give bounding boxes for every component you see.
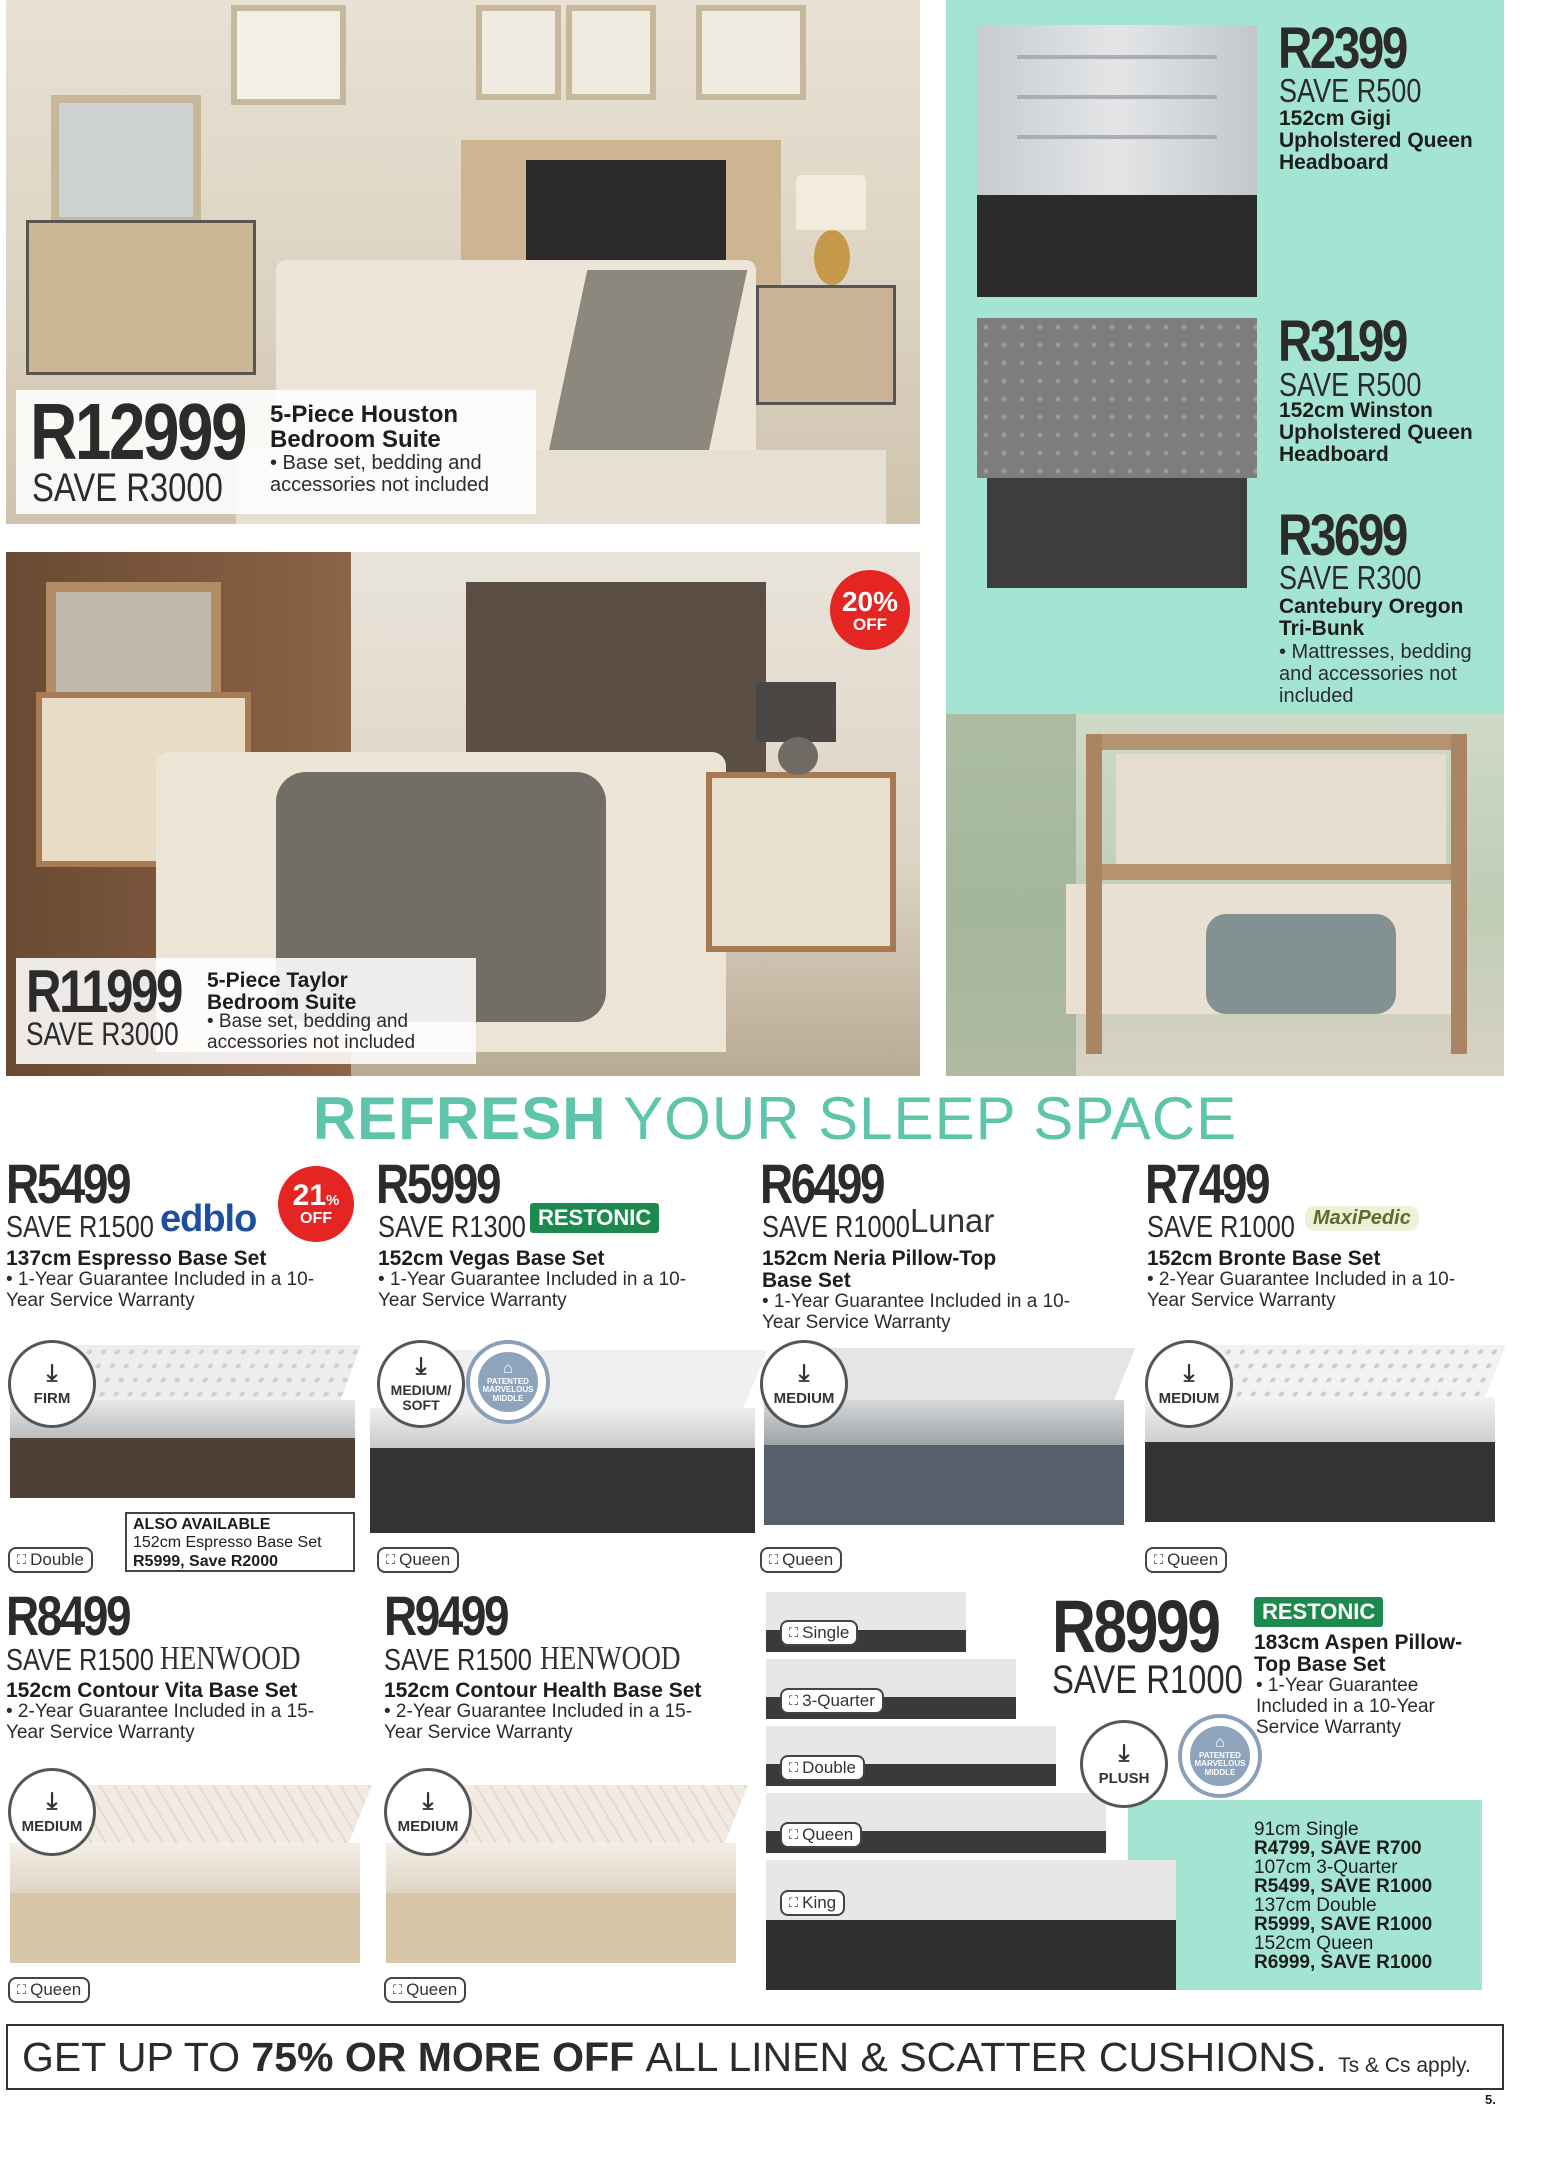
badge-off: OFF [853,614,887,634]
wall-art [566,5,656,100]
badge-percent: 21 [292,1179,327,1212]
bunk-blanket [1206,914,1396,1014]
firmness-label: MEDIUM [773,1389,835,1407]
firmness-label: MEDIUM [21,1817,83,1835]
gigi-price: R2399 [1278,16,1406,81]
firmness-label: MEDIUM [1158,1389,1220,1407]
vita-name: 152cm Contour Vita Base Set [6,1679,298,1702]
taylor-save: SAVE R3000 [26,1016,179,1052]
gigi-headboard-image [977,25,1257,297]
size-tag-queen: ⛶ Queen [384,1977,466,2003]
vita-price: R8499 [6,1584,130,1647]
size-tag-queen: ⛶ Queen [760,1547,842,1573]
henwood-logo: HENWOOD [540,1640,681,1677]
vegas-save: SAVE R1300 [378,1209,526,1244]
maxipedic-logo: MaxiPedic [1305,1206,1419,1231]
lamp [756,682,836,742]
health-name: 152cm Contour Health Base Set [384,1679,702,1702]
also-line2: R5999, Save R2000 [133,1552,278,1570]
bronte-price: R7499 [1145,1152,1269,1215]
vegas-note: • 1-Year Guarantee Included in a 10-Year Service Warranty [378,1269,687,1311]
oregon-save: SAVE R300 [1279,559,1422,596]
size-tag-queen: ⛶ Queen [377,1547,459,1573]
footer-pre: GET UP TO [22,2033,240,2080]
neria-note: • 1-Year Guarantee Included in a 10-Year Service Warranty [762,1291,1071,1333]
footer-bold: 75% OR MORE OFF [251,2033,635,2080]
badge-unit: % [326,1192,340,1209]
vegas-name: 152cm Vegas Base Set [378,1247,605,1270]
discount-badge [278,1166,354,1242]
lamp [796,175,866,230]
firmness-label-line2: SOFT [402,1397,440,1413]
list-item: 107cm 3-Quarter [1254,1857,1398,1878]
headline [0,1084,1550,1153]
expand-icon: ⛶ [386,1552,396,1567]
wall-art [476,5,561,100]
gigi-name: 152cm Gigi Upholstered Queen Headboard [1279,107,1473,175]
firmness-label-line1: MEDIUM/ [390,1382,452,1399]
health-save: SAVE R1500 [384,1642,532,1677]
health-price: R9499 [384,1584,508,1647]
bronte-save: SAVE R1000 [1147,1209,1295,1244]
list-item: 152cm Queen [1254,1933,1374,1954]
bronte-note: • 2-Year Guarantee Included in a 10-Year Service Warranty [1147,1269,1456,1311]
list-item: R5999, SAVE R1000 [1254,1914,1433,1935]
houston-name: 5-Piece Houston Bedroom Suite [270,401,459,454]
size-tag-king: ⛶ King [780,1890,845,1916]
size-tag-double: ⛶ Double [8,1547,93,1573]
restonic-logo: RESTONIC [530,1203,659,1233]
lamp-base [778,737,818,775]
expand-icon: ⛶ [789,1895,799,1910]
aspen-price: R8999 [1052,1585,1219,1668]
firmness-label: FIRM [33,1389,71,1407]
headline-bold: REFRESH [312,1085,607,1152]
firmness-plush-icon: ⤓ PLUSH [1080,1720,1168,1808]
oregon-note: • Mattresses, bedding and accessories not included [1279,641,1472,707]
expand-icon: ⛶ [1154,1552,1164,1567]
expand-icon: ⛶ [789,1827,799,1842]
expand-icon: ⛶ [789,1625,799,1640]
aspen-size-list [1254,1820,1484,1972]
lamp-base [814,230,850,285]
bunk-photo [946,714,1504,1076]
aspen-save: SAVE R1000 [1052,1658,1243,1702]
houston-price: R12999 [30,387,246,476]
footer-banner [6,2024,1504,2090]
espresso-name: 137cm Espresso Base Set [6,1247,267,1270]
expand-icon: ⛶ [393,1982,403,1997]
firmness-medium-soft-icon: ⤓ MEDIUM/ SOFT [377,1340,465,1428]
size-tag-queen: ⛶ Queen [8,1977,90,2003]
bunk-frame-mid [1086,864,1466,880]
list-item: 137cm Double [1254,1895,1377,1916]
marvelous-middle-seal-icon: ⌂ PATENTED MARVELOUS MIDDLE [1178,1714,1262,1798]
winston-headboard-image [977,318,1257,588]
marvelous-middle-seal-icon: ⌂ PATENTED MARVELOUS MIDDLE [466,1340,550,1424]
houston-note: • Base set, bedding and accessories not included [270,452,490,496]
winston-name: 152cm Winston Upholstered Queen Headboard [1279,399,1473,467]
expand-icon: ⛶ [17,1982,27,1997]
oregon-price: R3699 [1278,503,1406,568]
size-tag-queen: ⛶ Queen [780,1822,862,1848]
edblo-logo: edblo [160,1198,257,1240]
headboard [466,582,766,772]
footer-post: ALL LINEN & SCATTER CUSHIONS. [645,2033,1327,2080]
headline-rest: YOUR SLEEP SPACE [623,1085,1238,1152]
expand-icon: ⛶ [789,1693,799,1708]
badge-percent: 20% [841,585,899,617]
oregon-name: Cantebury Oregon Tri-Bunk [1279,595,1464,641]
taylor-note: • Base set, bedding and accessories not included [207,1011,416,1053]
firmness-medium-icon: ⤓ MEDIUM [1145,1340,1233,1428]
taylor-name: 5-Piece Taylor Bedroom Suite [207,969,357,1015]
health-note: • 2-Year Guarantee Included in a 15-Year Service Warranty [384,1701,693,1743]
firmness-firm-icon: ⤓ FIRM [8,1340,96,1428]
list-item: R4799, SAVE R700 [1254,1838,1422,1859]
nightstand [756,285,896,405]
bronte-name: 152cm Bronte Base Set [1147,1247,1381,1270]
size-tag-3-quarter: ⛶ 3-Quarter [780,1688,884,1714]
winston-save: SAVE R500 [1279,366,1422,403]
discount-badge [830,570,910,650]
page-number: 5. [1485,2092,1496,2107]
espresso-save: SAVE R1500 [6,1209,154,1244]
expand-icon: ⛶ [789,1760,799,1775]
firmness-medium-icon: ⤓ MEDIUM [760,1340,848,1428]
gigi-save: SAVE R500 [1279,72,1422,109]
also-title: ALSO AVAILABLE [133,1516,271,1533]
neria-save: SAVE R1000 [762,1209,910,1244]
firmness-label: MEDIUM [397,1817,459,1835]
aspen-note: • 1-Year Guarantee Included in a 10-Year Service Warranty [1256,1675,1435,1738]
size-tag-queen: ⛶ Queen [1145,1547,1227,1573]
list-item: R6999, SAVE R1000 [1254,1952,1433,1973]
expand-icon: ⛶ [17,1552,27,1567]
firmness-medium-icon: ⤓ MEDIUM [384,1768,472,1856]
vita-save: SAVE R1500 [6,1642,154,1677]
mirror [51,95,201,225]
size-tag-single: ⛶ Single [780,1620,858,1646]
list-item: R5499, SAVE R1000 [1254,1876,1433,1897]
espresso-price: R5499 [6,1152,130,1215]
expand-icon: ⛶ [769,1552,779,1567]
bunk-top-bed [1116,754,1446,864]
vita-note: • 2-Year Guarantee Included in a 15-Year Service Warranty [6,1701,315,1743]
restonic-logo: RESTONIC [1254,1597,1383,1627]
firmness-label: PLUSH [1098,1769,1150,1787]
badge-off: OFF [300,1210,332,1227]
also-line1: 152cm Espresso Base Set [133,1534,322,1552]
firmness-medium-icon: ⤓ MEDIUM [8,1768,96,1856]
vegas-price: R5999 [376,1152,500,1215]
neria-name: 152cm Neria Pillow-Top Base Set [762,1247,997,1293]
also-available-box [125,1512,355,1572]
lunar-logo: Lunar [910,1202,995,1239]
aspen-name: 183cm Aspen Pillow-Top Base Set [1254,1631,1463,1677]
winston-price: R3199 [1278,309,1406,374]
neria-price: R6499 [760,1152,884,1215]
wall-art [231,5,346,105]
list-item: 91cm Single [1254,1819,1359,1840]
nightstand [706,772,896,952]
bunk-frame-top [1086,734,1466,750]
footer-tcs: Ts & Cs apply. [1338,2054,1471,2077]
taylor-price: R11999 [26,958,181,1025]
size-tag-double: ⛶ Double [780,1755,865,1781]
henwood-logo: HENWOOD [160,1640,301,1677]
wall-art [696,5,806,100]
dresser [26,220,256,375]
bunk-leg [1451,734,1467,1054]
bunk-leg [1086,734,1102,1054]
houston-save: SAVE R3000 [32,466,223,510]
espresso-note: • 1-Year Guarantee Included in a 10-Year Service Warranty [6,1269,315,1311]
